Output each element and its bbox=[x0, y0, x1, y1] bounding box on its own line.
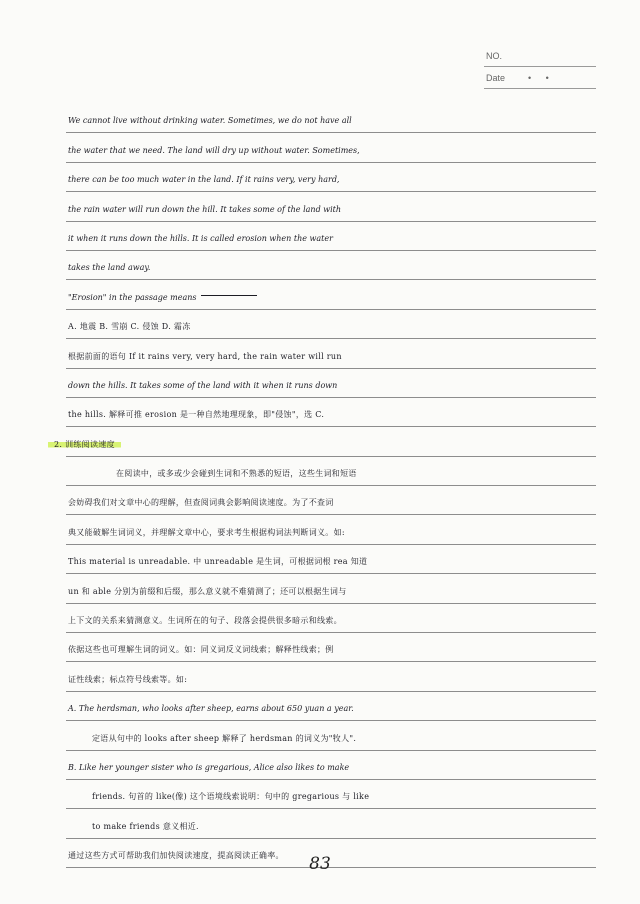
paragraph-line: 在阅读中，或多或少会碰到生词和不熟悉的短语，这些生词和短语 bbox=[116, 469, 357, 479]
ruled-line-2 bbox=[66, 133, 596, 162]
ruled-line-21 bbox=[66, 692, 596, 721]
answer-options: A. 地震 B. 雪崩 C. 侵蚀 D. 霜冻 bbox=[68, 322, 191, 332]
ruled-line-19 bbox=[66, 633, 596, 662]
ruled-line-25 bbox=[66, 809, 596, 838]
paragraph-line: This material is unreadable. 中 unreadable 是生词，可根据词根 rea 知道 bbox=[68, 557, 368, 567]
answer-blank bbox=[201, 295, 257, 296]
passage-line: the water that we need. The land will dry up without water. Sometimes, bbox=[68, 145, 360, 155]
passage-line: takes the land away. bbox=[68, 263, 151, 273]
page-number: 83 bbox=[309, 854, 331, 874]
paragraph-line: 证性线索；标点符号线索等。如: bbox=[68, 674, 188, 684]
highlighted-heading: 2. 训练阅读速度 bbox=[48, 440, 121, 449]
date-dots: • • bbox=[528, 73, 555, 83]
handwritten-page bbox=[54, 104, 596, 868]
ruled-line-17 bbox=[66, 574, 596, 603]
ruled-line-23 bbox=[66, 751, 596, 780]
passage-line: We cannot live without drinking water. Sometimes, we do not have all bbox=[68, 116, 352, 126]
passage-line: it when it runs down the hills. It is called erosion when the water bbox=[68, 233, 333, 243]
ruled-line-4 bbox=[66, 192, 596, 221]
date-label: Date bbox=[486, 73, 506, 83]
explanation-line: down the hills. It takes some of the land with it when it runs down bbox=[68, 380, 338, 390]
ruled-line-14 bbox=[66, 486, 596, 515]
ruled-line-3 bbox=[66, 163, 596, 192]
passage-line: there can be too much water in the land. If it rains very, very hard, bbox=[68, 175, 340, 185]
summary-line: 通过这些方式可帮助我们加快阅读速度，提高阅读正确率。 bbox=[68, 851, 284, 861]
paragraph-line: 依据这些也可理解生词的词义。如：同义词反义词线索；解释性线索；例 bbox=[68, 645, 334, 655]
paragraph-line: 上下文的关系来猜测意义。生词所在的句子、段落会提供很多暗示和线索。 bbox=[68, 616, 342, 626]
ruled-line-10 bbox=[66, 369, 596, 398]
ruled-line-1 bbox=[66, 104, 596, 133]
example-b-explanation: to make friends 意义相近. bbox=[92, 821, 199, 831]
ruled-line-15 bbox=[66, 515, 596, 544]
ruled-line-22 bbox=[66, 721, 596, 750]
example-a: A. The herdsman, who looks after sheep, earns about 650 yuan a year. bbox=[68, 704, 354, 714]
question-stem: "Erosion" in the passage means bbox=[68, 290, 596, 306]
example-a-explanation: 定语从句中的 looks after sheep 解释了 herdsman 的词义为"牧人". bbox=[92, 733, 357, 743]
paragraph-line: 典又能破解生词词义，并理解文章中心，要求考生根据构词法判断词义。如: bbox=[68, 527, 345, 537]
ruled-line-16 bbox=[66, 545, 596, 574]
ruled-line-8 bbox=[66, 310, 596, 339]
passage-line: the rain water will run down the hill. It takes some of the land with bbox=[68, 204, 342, 214]
ruled-line-11 bbox=[66, 398, 596, 427]
ruled-line-24 bbox=[66, 780, 596, 809]
date-field bbox=[484, 70, 596, 92]
notebook-header bbox=[484, 48, 596, 92]
ruled-line-9 bbox=[66, 339, 596, 368]
example-b: B. Like her younger sister who is gregarious, Alice also likes to make bbox=[68, 762, 350, 772]
no-label: NO. bbox=[486, 51, 503, 61]
section-heading bbox=[54, 437, 596, 453]
ruled-line-5 bbox=[66, 222, 596, 251]
ruled-line-12 bbox=[54, 427, 596, 456]
ruled-line-7 bbox=[66, 280, 596, 309]
ruled-line-13 bbox=[66, 457, 596, 486]
example-b-explanation: friends. 句首的 like(像) 这个语境线索说明：句中的 gregarious 与 like bbox=[92, 792, 370, 802]
ruled-line-18 bbox=[66, 604, 596, 633]
explanation-line: the hills. 解释可推 erosion 是一种自然地理现象，即"侵蚀"，选 C. bbox=[68, 410, 325, 420]
explanation-line: 根据前面的语句 If it rains very, very hard, the rain water will run bbox=[68, 351, 342, 361]
paragraph-line: un 和 able 分别为前缀和后缀，那么意义就不难猜测了；还可以根据生词与 bbox=[68, 586, 347, 596]
ruled-line-20 bbox=[66, 662, 596, 691]
ruled-line-6 bbox=[66, 251, 596, 280]
paragraph-line: 会妨碍我们对文章中心的理解，但查阅词典会影响阅读速度。为了不查词 bbox=[68, 498, 334, 508]
no-field bbox=[484, 48, 596, 70]
